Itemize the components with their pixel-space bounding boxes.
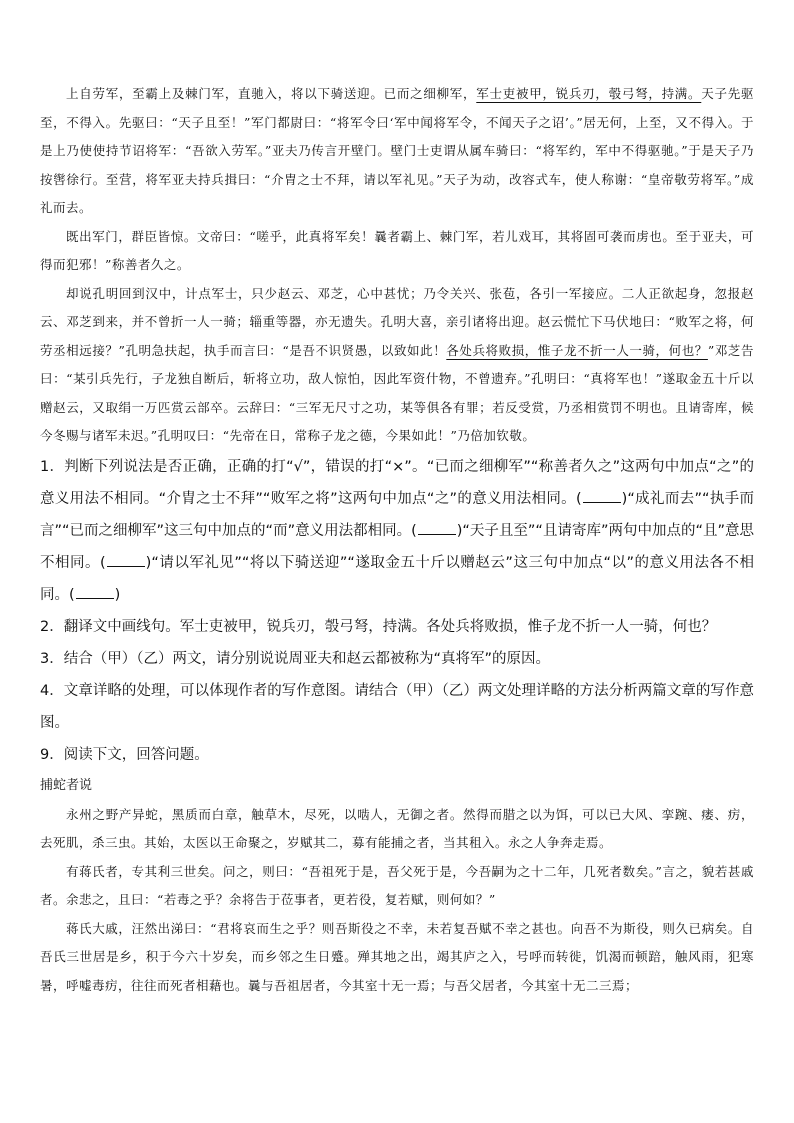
- question-3: 3．结合（甲）（乙）两文，请分别说说周亚夫和赵云都被称为“真将军”的原因。: [40, 650, 550, 667]
- question-9: 9．阅读下文，回答问题。: [40, 746, 209, 763]
- underlined-sentence: 各处兵将败损，惟子龙不折一人一骑，何也？: [446, 342, 708, 358]
- question-4: 4．文章详略的处理，可以体现作者的写作意图。请结合（甲）（乙）两文处理详略的方法分析两篇文章的写作意图。: [40, 682, 754, 731]
- passage-jia-paragraph-2: 既出军门，群臣皆惊。文帝曰：“嗟乎，此真将军矣！曩者霸上、棘门军，若儿戏耳，其将固可袭而虏也。至于亚夫，可得而犯邪！”称善者久之。: [40, 228, 754, 272]
- passage-2-paragraph-3: 蒋氏大戚，汪然出涕曰：“君将哀而生之乎？则吾斯役之不幸，未若复吾赋不幸之甚也。向吾不为斯役，则久已病矣。自吾氏三世居是乡，积于今六十岁矣，而乡邻之生日蹙。殚其地之出，竭其庐之入，号呼而转徙，饥渴而顿踣，触风雨，犯寒暑，呼嘘毒疠，往往而死者相藉也。曩与吾祖居者，今其室十无一焉；与吾父居者，今其室十无二三焉；: [40, 920, 754, 993]
- question-text: )“成礼而去”“执手而言”“已而之细柳军”这三句中加点的“而”意义用法都相同。(: [40, 490, 754, 539]
- question-text: 1．判断下列说法是否正确，正确的打“√”，错误的打“×”。“已而之细柳军”“称善者久之”这两句中加点“之”的意义用法不相同。“介胄之士不拜”“败军之将”这两句中加点“之”的意义用法相同。(: [40, 458, 754, 507]
- answer-blank[interactable]: [76, 584, 114, 599]
- question-1: [40, 451, 754, 611]
- text-segment: 却说孔明回到汉中，计点军士，只少赵云、邓芝，心中甚忧；乃令关兴、张苞，各引一军接应。二人正欲起身，忽报赵云、邓芝到来，并不曾折一人一骑；辎重等器，亦无遗失。孔明大喜，亲引诸将出迎。赵云慌忙下马伏地曰：“败军之将，何劳丞相远接？”孔明急扶起，执手而言曰：“是吾不识贤愚，以致如此！: [40, 285, 754, 358]
- question-text: ): [114, 586, 121, 603]
- text-segment: 上自劳军，至霸上及棘门军，直驰入，将以下骑送迎。已而之细柳军，: [66, 86, 477, 101]
- passage-2-paragraph-1: 永州之野产异蛇，黑质而白章，触草木，尽死，以啮人，无御之者。然得而腊之以为饵，可以已大风、挛踠、瘘、疠，去死肌，杀三虫。其始，太医以王命聚之，岁赋其二，募有能捕之者，当其租入。永之人争奔走焉。: [40, 806, 754, 850]
- question-text: )“天子且至”“且请寄库”两句中加点的“且”意思不相同。(: [40, 522, 754, 571]
- passage-yi-paragraph: [40, 280, 754, 451]
- question-2: 2．翻译文中画线句。军士吏被甲，锐兵刃，彀弓弩，持满。各处兵将败损，惟子龙不折一人一骑，何也？: [40, 618, 717, 635]
- passage-title: 捕蛇者说: [40, 777, 93, 793]
- text-segment: 天子先驱至，不得入。先驱曰：“天子且至！”军门都尉曰：“将军令曰‘军中闻将军令，不闻天子之诏’。”居无何，上至，又不得入。于是上乃使使持节诏将军：“吾欲入劳军。”亚夫乃传言开壁门。壁门士吏谓从属车骑曰：“将军约，军中不得驱驰。”于是天子乃按辔徐行。至营，将军亚夫持兵揖曰：“介胄之士不拜，请以军礼见。”天子为动，改容式车，使人称谢：“皇帝敬劳将军。”成礼而去。: [40, 86, 754, 215]
- passage-2-paragraph-2: 有蒋氏者，专其利三世矣。问之，则曰：“吾祖死于是，吾父死于是，今吾嗣为之十二年，几死者数矣。”言之，貌若甚戚者。余悲之，且曰：“若毒之乎？余将告于莅事者，更若役，复若赋，则何如？”: [40, 863, 754, 907]
- question-text: )“请以军礼见”“将以下骑送迎”“遂取金五十斤以赠赵云”这三句中加点“以”的意义用法各不相同。(: [40, 554, 754, 603]
- text-segment: ”邓芝告曰：“某引兵先行，子龙独自断后，斩将立功，敌人惊怕，因此军资什物，不曾遗弃。”孔明曰：“真将军也！”遂取金五十斤以赠赵云，又取绢一万匹赏云部卒。云辞曰：“三军无尺寸之功，某等俱各有罪；若反受赏，乃丞相赏罚不明也。且请寄库，候今冬赐与诸军未迟。”孔明叹曰：“先帝在日，常称子龙之德，今果如此！”乃倍加钦敬。: [40, 342, 754, 443]
- passage-jia-paragraph-1: [40, 80, 754, 223]
- answer-blank[interactable]: [418, 520, 456, 535]
- answer-blank[interactable]: [107, 552, 145, 567]
- answer-blank[interactable]: [583, 488, 621, 503]
- underlined-sentence: 军士吏被甲，锐兵刃，彀弓弩，持满。: [476, 86, 702, 101]
